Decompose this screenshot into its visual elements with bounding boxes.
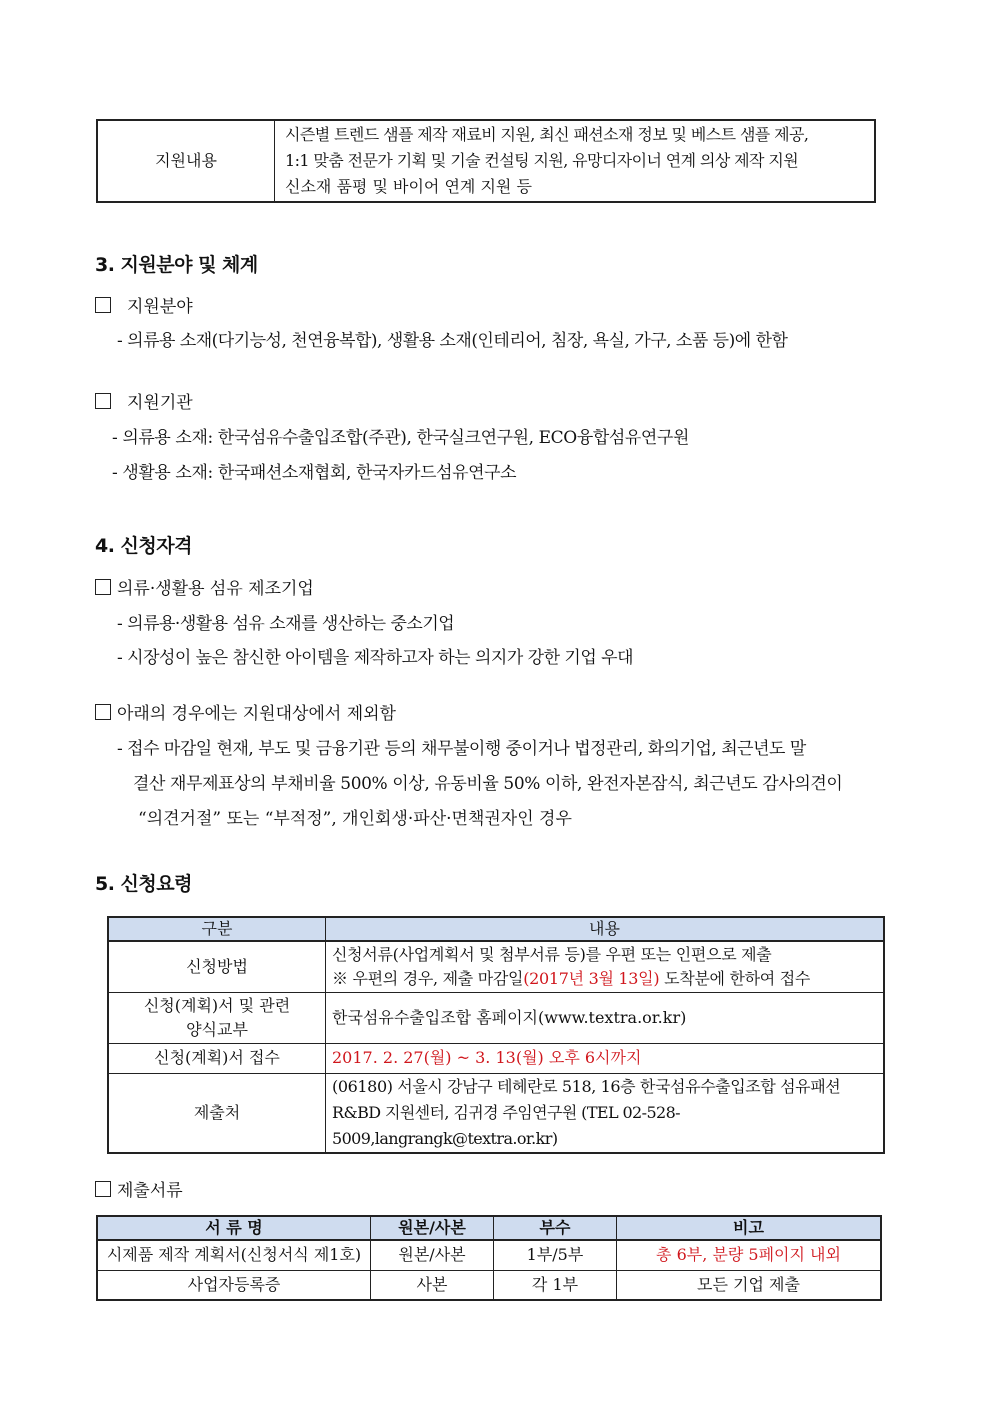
documents-header-type: 원본/사본: [371, 1216, 494, 1240]
exclusion-line: 결산 재무제표상의 부채비율 500% 이상, 유동비율 50% 이하, 완전자본잠식, 최근년도 감사의견이: [133, 774, 843, 794]
support-field-item: - 의류용 소재(다기능성, 천연융복합), 생활용 소재(인테리어, 침장, 욕실, 가구, 소품 등)에 한함: [117, 331, 788, 351]
application-table: [107, 916, 885, 1154]
section5-title: 5. 신청요령: [95, 873, 192, 895]
support-org-heading: [95, 390, 193, 416]
doc-name: 사업자등록증: [97, 1270, 371, 1300]
documents-header-name: 서 류 명: [97, 1216, 371, 1240]
checkbox-square-icon: [95, 297, 111, 313]
receipt-label: 신청(계획)서 접수: [108, 1043, 326, 1073]
checkbox-square-icon: [95, 1181, 111, 1197]
doc-type: 사본: [371, 1270, 494, 1300]
qualification-item: - 시장성이 높은 참신한 아이템을 제작하고자 하는 의지가 강한 기업 우대: [117, 648, 634, 668]
documents-row: [97, 1240, 881, 1270]
method-line2: [332, 967, 877, 991]
exclusion-line: - 접수 마감일 현재, 부도 및 금융기관 등의 채무불이행 중이거나 법정관리, 화의기업, 최근년도 말: [117, 739, 806, 759]
application-row-forms: [108, 992, 884, 1043]
method-content: [326, 941, 885, 992]
support-content-line: 1:1 맞춤 전문가 기획 및 기술 컨설팅 지원, 유망디자이너 연계 의상 제작 지원: [285, 151, 799, 170]
submit-line2: R&BD 지원센터, 김귀경 주임연구원 (TEL 02-528-5009,langrangk@textra.or.kr): [332, 1102, 680, 1148]
method-label: 신청방법: [108, 941, 326, 992]
support-field-title: 지원분야: [127, 297, 193, 317]
doc-copies: 각 1부: [494, 1270, 617, 1300]
support-content-line: 시즌별 트렌드 샘플 제작 재료비 지원, 최신 패션소재 정보 및 베스트 샘플 제공,: [285, 125, 809, 144]
support-org-title: 지원기관: [127, 393, 193, 413]
submit-line1: (06180) 서울시 강남구 테헤란로 518, 16층 한국섬유수출입조합 섬유패션: [332, 1076, 841, 1096]
section3-title: 3. 지원분야 및 체계: [95, 254, 258, 276]
checkbox-square-icon: [95, 393, 111, 409]
qualification-title: 의류·생활용 섬유 제조기업: [117, 579, 314, 599]
documents-header-note: 비고: [617, 1216, 882, 1240]
doc-copies: 1부/5부: [494, 1240, 617, 1270]
support-org-item: - 생활용 소재: 한국패션소재협회, 한국자카드섬유연구소: [112, 463, 517, 483]
doc-name: 시제품 제작 계획서(신청서식 제1호): [97, 1240, 371, 1270]
checkbox-square-icon: [95, 704, 111, 720]
application-header-content: 내용: [326, 917, 885, 941]
submit-content: [326, 1073, 885, 1153]
receipt-content: 2017. 2. 27(월) ~ 3. 13(월) 오후 6시까지: [326, 1043, 885, 1073]
support-content-label: 지원내용: [97, 120, 275, 202]
exclusion-line: “의견거절” 또는 “부적정”, 개인회생·파산·면책권자인 경우: [138, 809, 572, 829]
forms-content: 한국섬유수출입조합 홈페이지(www.textra.or.kr): [326, 992, 885, 1043]
support-field-heading: [95, 294, 193, 320]
application-row-method: [108, 941, 884, 992]
forms-label: [108, 992, 326, 1043]
support-content-cell: [275, 120, 876, 202]
method-line2-a: ※ 우편의 경우, 제출 마감일: [332, 968, 524, 988]
qualification-heading: [95, 576, 314, 602]
exclusion-title: 아래의 경우에는 지원대상에서 제외함: [117, 704, 396, 724]
qualification-item: - 의류용·생활용 섬유 소재를 생산하는 중소기업: [117, 614, 455, 634]
documents-heading: [95, 1178, 183, 1204]
documents-header-copies: 부수: [494, 1216, 617, 1240]
forms-label-line2: 양식교부: [186, 1019, 248, 1039]
support-org-item: - 의류용 소재: 한국섬유수출입조합(주관), 한국실크연구원, ECO융합섬유연구원: [112, 428, 689, 448]
documents-row: [97, 1270, 881, 1300]
application-header-category: 구분: [108, 917, 326, 941]
doc-note: 모든 기업 제출: [617, 1270, 882, 1300]
application-row-submit: [108, 1073, 884, 1153]
documents-title: 제출서류: [117, 1181, 183, 1201]
method-deadline: (2017년 3월 13일): [523, 968, 660, 988]
submit-label: 제출처: [108, 1073, 326, 1153]
method-line1: 신청서류(사업계획서 및 첨부서류 등)를 우편 또는 인편으로 제출: [332, 944, 772, 964]
doc-note: 총 6부, 분량 5페이지 내외: [617, 1240, 882, 1270]
documents-table: [96, 1215, 882, 1301]
checkbox-square-icon: [95, 579, 111, 595]
forms-label-line1: 신청(계획)서 및 관련: [143, 995, 291, 1015]
support-content-table: [96, 119, 876, 203]
support-content-line: 신소재 품평 및 바이어 연계 지원 등: [285, 177, 532, 196]
doc-type: 원본/사본: [371, 1240, 494, 1270]
exclusion-heading: [95, 701, 396, 727]
method-line2-c: 도착분에 한하여 접수: [659, 968, 811, 988]
section4-title: 4. 신청자격: [95, 535, 192, 557]
application-row-receipt: [108, 1043, 884, 1073]
